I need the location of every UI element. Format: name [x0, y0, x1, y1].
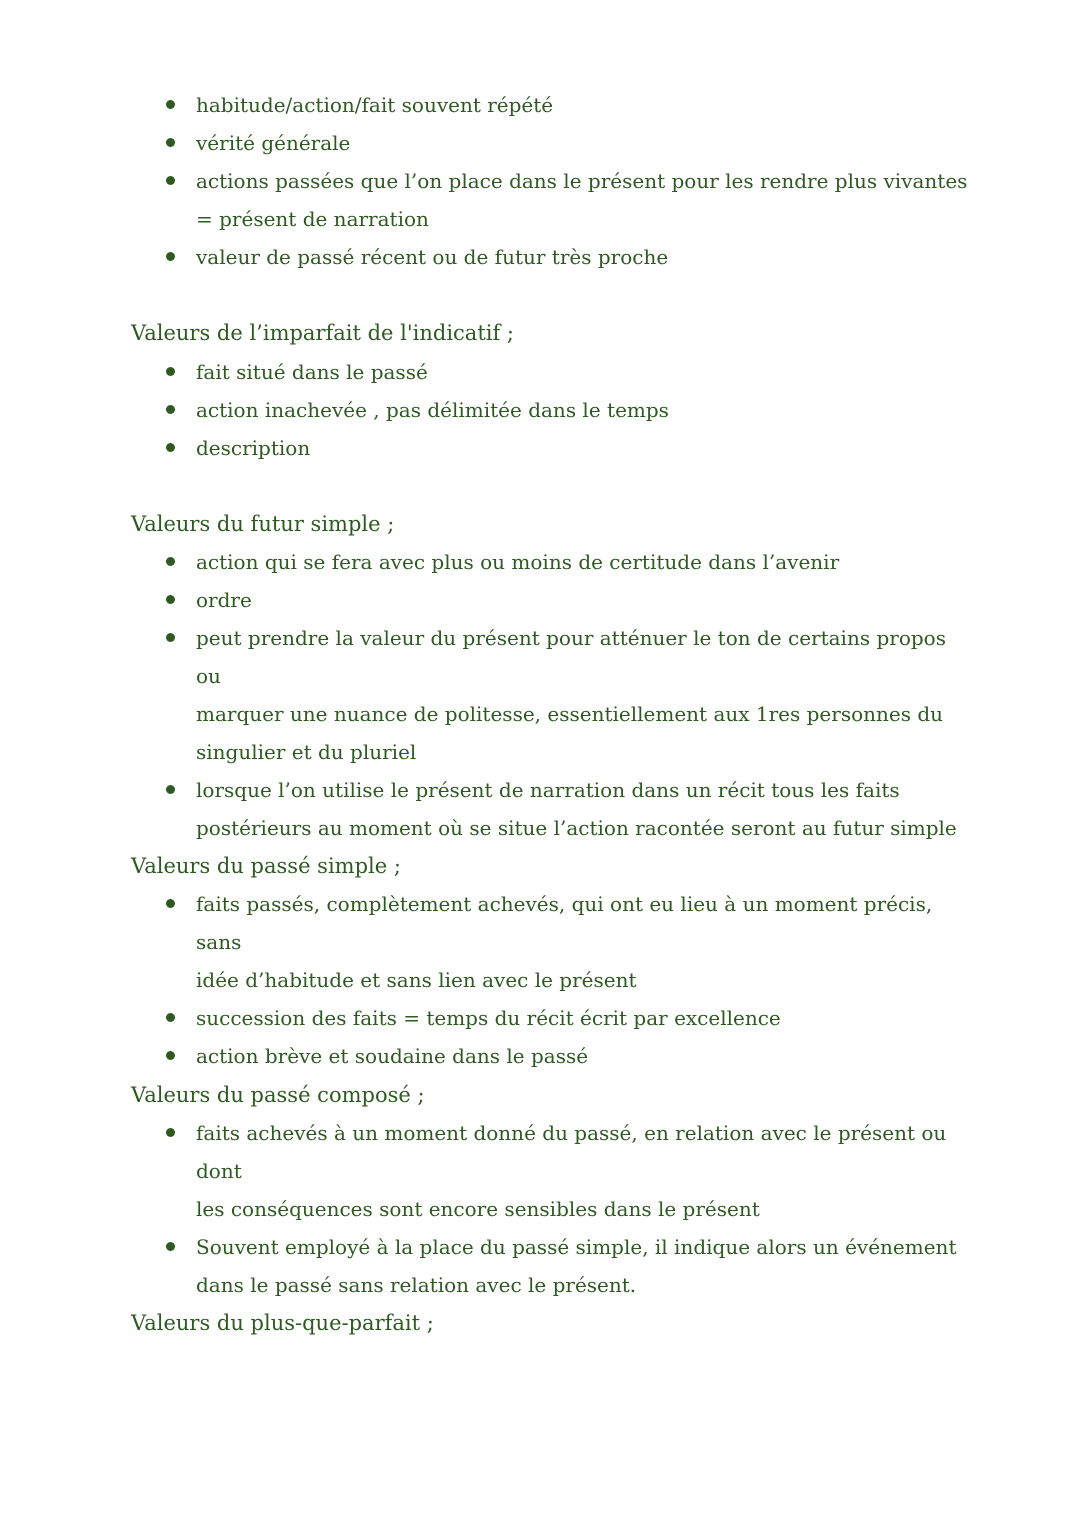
- section-heading: Valeurs du passé simple ;: [131, 854, 401, 878]
- bullet-icon: [166, 785, 175, 794]
- bullet-icon: [166, 1051, 175, 1060]
- list-item: faits achevés à un moment donné du passé, en relation avec le présent ou dont les conséquences sont encore sensibles dans le présent: [0, 1114, 1080, 1228]
- bullet-icon: [166, 595, 175, 604]
- bullet-list: [0, 885, 1080, 1075]
- bullet-list: [0, 86, 1080, 276]
- list-item: peut prendre la valeur du présent pour atténuer le ton de certains propos ou marquer une nuance de politesse, essentiellement aux 1res personnes du singulier et du pluriel: [0, 619, 1080, 771]
- bullet-icon: [166, 1013, 175, 1022]
- bullet-icon: [166, 138, 175, 147]
- bullet-icon: [166, 443, 175, 452]
- bullet-icon: [166, 557, 175, 566]
- list-item: valeur de passé récent ou de futur très proche: [0, 238, 1080, 276]
- bullet-icon: [166, 176, 175, 185]
- list-item: ordre: [0, 581, 1080, 619]
- bullet-icon: [166, 252, 175, 261]
- bullet-icon: [166, 1128, 175, 1137]
- list-item: fait situé dans le passé: [0, 353, 1080, 391]
- section-heading: Valeurs de l’imparfait de l'indicatif ;: [131, 321, 515, 345]
- section-heading: Valeurs du plus-que-parfait ;: [131, 1311, 434, 1335]
- bullet-icon: [166, 367, 175, 376]
- list-item: actions passées que l’on place dans le présent pour les rendre plus vivantes = présent de narration: [0, 162, 1080, 238]
- bullet-icon: [166, 405, 175, 414]
- bullet-list: [0, 353, 1080, 467]
- list-item: faits passés, complètement achevés, qui ont eu lieu à un moment précis, sans idée d’habitude et sans lien avec le présent: [0, 885, 1080, 999]
- list-item: vérité générale: [0, 124, 1080, 162]
- section-heading: Valeurs du passé composé ;: [131, 1083, 425, 1107]
- list-item: description: [0, 429, 1080, 467]
- bullet-list: [0, 543, 1080, 847]
- bullet-icon: [166, 1242, 175, 1251]
- bullet-icon: [166, 899, 175, 908]
- list-item: succession des faits = temps du récit écrit par excellence: [0, 999, 1080, 1037]
- bullet-icon: [166, 100, 175, 109]
- list-item: Souvent employé à la place du passé simple, il indique alors un événement dans le passé sans relation avec le présent.: [0, 1228, 1080, 1304]
- bullet-icon: [166, 633, 175, 642]
- list-item: action inachevée , pas délimitée dans le temps: [0, 391, 1080, 429]
- list-item: action qui se fera avec plus ou moins de certitude dans l’avenir: [0, 543, 1080, 581]
- list-item: action brève et soudaine dans le passé: [0, 1037, 1080, 1075]
- list-item: habitude/action/fait souvent répété: [0, 86, 1080, 124]
- list-item: lorsque l’on utilise le présent de narration dans un récit tous les faits postérieurs au moment où se situe l’action racontée seront au futur simple: [0, 771, 1080, 847]
- bullet-list: [0, 1114, 1080, 1304]
- section-heading: Valeurs du futur simple ;: [131, 512, 395, 536]
